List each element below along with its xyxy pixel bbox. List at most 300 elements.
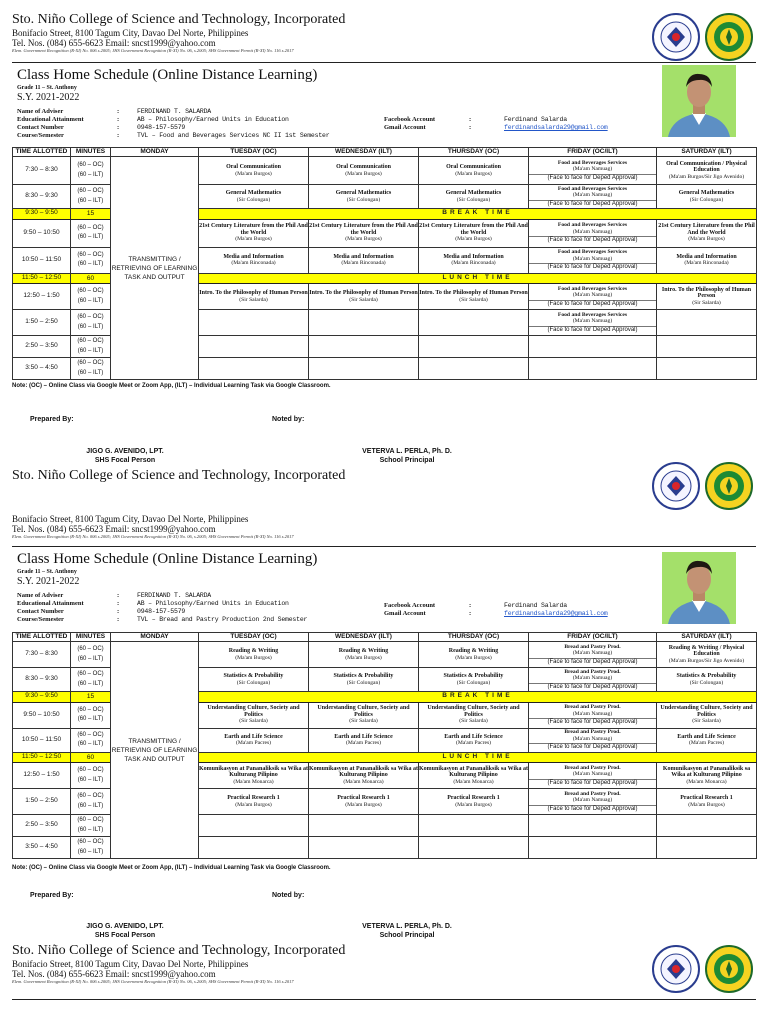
adviser-info-1: Name of Adviser : FERDINAND T. SALARDA Educational Attainment : AB – Philosophy/Earned Units in Education Contact Number : 0948-157-5579 Course/Semester : TVL – Food and Beverages Services NC II 1st Semester (17, 108, 377, 140)
time-slot-row (13, 157, 757, 185)
gmail-link[interactable]: ferdinandsalarda29@gmail.com (504, 610, 608, 617)
subject-name: Reading & Writing (228, 648, 279, 654)
teacher-name: (Ma'am Burgos) (345, 654, 382, 661)
minutes-cell: 60 (71, 273, 111, 284)
subject-name: Komunikasyon at Pananaliksik sa Wika at Kulturang Pilipino (662, 765, 751, 779)
class-cell-fri (529, 247, 657, 273)
class-cell-sat (657, 815, 757, 837)
time-cell: 2:50 – 3:50 (13, 815, 71, 837)
college-recognition: Elem. Government Recognition (R-XI) No. 006 s.2005; JHS Government Recognition (R-XI) No. 06, s.2005; SHS Government Permit (R-XI) No. 116 s.2017 (12, 979, 294, 984)
time-cell: 2:50 – 3:50 (13, 336, 71, 358)
minutes-cell: (60 – OC) (60 – ILT) (71, 702, 111, 728)
teacher-name: (Ma'am Burgos) (235, 170, 272, 177)
subject-name: 21st Century Literature from the Phil And the World (658, 223, 755, 236)
approval-note: (Face to face for Deped Approval) (529, 174, 656, 182)
class-cell-tue (199, 310, 309, 336)
teacher-name: (Sir Colongan) (689, 679, 724, 686)
note-text: Note: (OC) – Online Class via Google Meet or Zoom App, (ILT) – Individual Learning Task via Google Classroom. (12, 383, 331, 389)
class-cell-fri (529, 157, 657, 185)
teacher-name: (Ma'am Namuag) (572, 192, 613, 199)
class-cell-fri (529, 837, 657, 859)
schedule-block-2 (12, 551, 756, 587)
minutes-cell: (60 – OC) (60 – ILT) (71, 668, 111, 692)
class-cell-thu (419, 284, 529, 310)
subject-name: Komunikasyon at Pananaliksik sa Wika at Kulturang Pilipino (199, 765, 308, 779)
preparer-role: SHS Focal Person (94, 457, 156, 464)
teacher-name: (Ma'am Namuag) (572, 710, 613, 717)
subject-name: Oral Communication / Physical Education (666, 160, 747, 174)
time-cell: 8:30 – 9:30 (13, 185, 71, 209)
subject-name: Bread and Pastry Prod. (564, 643, 621, 650)
minutes-cell: (60 – OC) (60 – ILT) (71, 219, 111, 247)
minutes-cell: 15 (71, 209, 111, 220)
subject-name: Practical Research 1 (447, 795, 500, 801)
subject-name: General Mathematics (225, 190, 282, 196)
adviser-label: Name of Adviser (17, 592, 64, 599)
approval-note: (Face to face for Deped Approval) (529, 236, 656, 244)
contact-value: 0948-157-5579 (137, 608, 186, 615)
teacher-name: (Ma'am Namuag) (572, 166, 613, 173)
class-cell-wed (309, 789, 419, 815)
subject-name: Media and Information (223, 253, 284, 260)
column-header: FRIDAY (OC/ILT) (529, 148, 657, 157)
subject-name: Bread and Pastry Prod. (564, 668, 621, 675)
minutes-cell: (60 – OC) (60 – ILT) (71, 247, 111, 273)
class-cell-wed (309, 702, 419, 728)
facebook-label: Facebook Account (384, 602, 436, 609)
column-header: WEDNESDAY (ILT) (309, 633, 419, 642)
class-cell-tue (199, 284, 309, 310)
column-header: FRIDAY (OC/ILT) (529, 633, 657, 642)
class-cell-sat (657, 284, 757, 310)
class-cell-tue (199, 157, 309, 185)
minutes-cell: (60 – OC) (60 – ILT) (71, 185, 111, 209)
minutes-cell: (60 – OC) (60 – ILT) (71, 815, 111, 837)
school-year: S.Y. 2021-2022 (17, 92, 80, 103)
subject-name: 21st Century Literature from the Phil And the World (309, 223, 418, 236)
class-cell-thu (419, 837, 529, 859)
class-cell-fri (529, 336, 657, 358)
contact-label: Contact Number (17, 124, 64, 131)
class-cell-sat (657, 247, 757, 273)
subject-name: Reading & Writing (338, 648, 389, 654)
school-seal-icon (705, 945, 753, 993)
class-cell-thu (419, 728, 529, 752)
subject-name: Intro. To the Philosophy of Human Person (661, 286, 752, 300)
schedule-block-1 (12, 67, 756, 103)
class-cell-thu (419, 219, 529, 247)
college-address: Bonifacio Street, 8100 Tagum City, Davao Del Norte, Philippines (12, 959, 249, 969)
adviser-info-2: Name of Adviser : FERDINAND T. SALARDA Educational Attainment : AB – Philosophy/Earned Units in Education Contact Number : 0948-157-5579 Course/Semester : TVL – Bread and Pastry Production 2nd Semester (17, 592, 377, 624)
time-cell: 3:50 – 4:50 (13, 837, 71, 859)
teacher-name: (Sir Salarda) (239, 718, 268, 725)
social-info-2: Facebook Account : Ferdinand Salarda Gmail Account : ferdinandsalarda29@gmail.com (384, 602, 608, 617)
subject-name: Intro. To the Philosophy of Human Person (309, 290, 418, 296)
course-value: TVL – Bread and Pastry Production 2nd Semester (137, 616, 308, 623)
class-cell-tue (199, 815, 309, 837)
subject-name: Bread and Pastry Prod. (564, 764, 621, 771)
teacher-name: (Sir Salarda) (349, 718, 378, 725)
class-cell-fri (529, 728, 657, 752)
header-row (13, 633, 757, 642)
teacher-name: (Ma'am Rinconada) (451, 260, 496, 267)
class-cell-sat (657, 668, 757, 692)
deped-seal-icon (652, 945, 700, 993)
subject-name: Bread and Pastry Prod. (564, 790, 621, 797)
class-cell-tue (199, 763, 309, 789)
subject-name: Earth and Life Science (677, 733, 736, 740)
break-label: LUNCH TIME (199, 273, 757, 284)
teacher-name: (Sir Salarda) (459, 296, 488, 303)
class-cell-tue (199, 837, 309, 859)
minutes-cell: (60 – OC) (60 – ILT) (71, 789, 111, 815)
minutes-cell: (60 – OC) (60 – ILT) (71, 358, 111, 380)
preparer-signature (70, 922, 180, 940)
class-cell-thu (419, 247, 529, 273)
preparer-signature (70, 447, 180, 465)
social-info-1: Facebook Account : Ferdinand Salarda Gmail Account : ferdinandsalarda29@gmail.com (384, 116, 608, 131)
teacher-name: (Ma'am Burgos) (235, 236, 272, 243)
class-cell-thu (419, 702, 529, 728)
class-cell-wed (309, 837, 419, 859)
time-cell: 7:30 – 8:30 (13, 642, 71, 668)
subject-name: Intro. To the Philosophy of Human Person (419, 290, 528, 296)
approval-note: (Face to face for Deped Approval) (529, 200, 656, 208)
course-label: Course/Semester (17, 616, 64, 623)
teacher-name: (Sir Salarda) (459, 718, 488, 725)
class-cell-thu (419, 310, 529, 336)
monday-cell: TRANSMITTING / RETRIEVING OF LEARNING TASK AND OUTPUT (111, 157, 199, 380)
school-header-2 (12, 468, 756, 540)
class-cell-thu (419, 668, 529, 692)
teacher-name: (Sir Colongan) (236, 679, 271, 686)
adviser-photo (662, 552, 736, 624)
column-header: TUESDAY (OC) (199, 148, 309, 157)
minutes-cell: 60 (71, 752, 111, 763)
grade-section: Grade 11 – St. Anthony (17, 569, 77, 575)
adviser-name: FERDINAND T. SALARDA (137, 592, 212, 599)
attainment-value: AB – Philosophy/Earned Units in Education (137, 600, 289, 607)
teacher-name: (Ma'am Namuag) (572, 228, 613, 235)
teacher-name: (Ma'am Monarca) (686, 778, 727, 785)
college-tel: Tel. Nos. (084) 655-6623 Email: sncst1999@yahoo.com (12, 38, 216, 48)
note-text: Note: (OC) – Online Class via Google Meet or Zoom App, (ILT) – Individual Learning Task via Google Classroom. (12, 865, 331, 871)
class-cell-sat (657, 219, 757, 247)
minutes-cell: (60 – OC) (60 – ILT) (71, 763, 111, 789)
class-cell-sat (657, 336, 757, 358)
subject-name: Reading & Writing (448, 648, 499, 654)
preparer-role: SHS Focal Person (94, 932, 156, 939)
adviser-label: Name of Adviser (17, 108, 64, 115)
adviser-photo (662, 65, 736, 137)
teacher-name: (Ma'am Burgos) (455, 170, 492, 177)
time-cell: 7:30 – 8:30 (13, 157, 71, 185)
teacher-name: (Ma'am Burgos) (688, 236, 725, 243)
teacher-name: (Ma'am Burgos) (455, 236, 492, 243)
subject-name: Komunikasyon at Pananaliksik sa Wika at Kulturang Pilipino (419, 765, 528, 779)
teacher-name: (Sir Colongan) (346, 679, 381, 686)
subject-name: Earth and Life Science (224, 733, 283, 740)
minutes-cell: (60 – OC) (60 – ILT) (71, 336, 111, 358)
teacher-name: (Ma'am Burgos) (235, 654, 272, 661)
school-seal-icon (705, 13, 753, 61)
class-cell-tue (199, 728, 309, 752)
teacher-name: (Ma'am Pacres) (345, 740, 382, 747)
minutes-cell: (60 – OC) (60 – ILT) (71, 157, 111, 185)
college-tel: Tel. Nos. (084) 655-6623 Email: sncst1999@yahoo.com (12, 969, 216, 979)
class-cell-wed (309, 763, 419, 789)
subject-name: Bread and Pastry Prod. (564, 729, 621, 736)
subject-name: Komunikasyon at Pananaliksik sa Wika at Kulturang Pilipino (309, 765, 418, 779)
approval-note: (Face to face for Deped Approval) (529, 779, 656, 787)
teacher-name: (Sir Salarda) (239, 296, 268, 303)
course-value: TVL – Food and Beverages Services NC II 1st Semester (137, 132, 330, 139)
class-cell-fri (529, 310, 657, 336)
break-label: BREAK TIME (199, 692, 757, 703)
teacher-name: (Sir Salarda) (692, 718, 721, 725)
teacher-name: (Sir Colongan) (346, 196, 381, 203)
class-cell-tue (199, 668, 309, 692)
class-cell-sat (657, 763, 757, 789)
class-cell-sat (657, 728, 757, 752)
class-cell-fri (529, 358, 657, 380)
subject-name: Statistics & Probability (676, 673, 737, 679)
class-cell-fri (529, 702, 657, 728)
principal-role: School Principal (379, 457, 435, 464)
noted-label: Noted by: (272, 416, 305, 423)
time-cell: 1:50 – 2:50 (13, 310, 71, 336)
principal-role: School Principal (379, 932, 435, 939)
class-cell-sat (657, 157, 757, 185)
college-name: Sto. Niño College of Science and Technology, Incorporated (12, 468, 346, 483)
class-cell-thu (419, 157, 529, 185)
teacher-name: (Ma'am Monarca) (453, 778, 494, 785)
grade-section: Grade 11 – St. Anthony (17, 85, 77, 91)
class-cell-thu (419, 185, 529, 209)
teacher-name: (Ma'am Namuag) (572, 675, 613, 682)
teacher-name: (Sir Salarda) (349, 296, 378, 303)
class-cell-sat (657, 789, 757, 815)
class-cell-fri (529, 763, 657, 789)
class-cell-tue (199, 185, 309, 209)
subject-name: Oral Communication (226, 164, 281, 170)
class-cell-tue (199, 247, 309, 273)
principal-name: VETERVA L. PERLA, Ph. D. (362, 923, 452, 930)
minutes-cell: (60 – OC) (60 – ILT) (71, 728, 111, 752)
time-cell: 1:50 – 2:50 (13, 789, 71, 815)
schedule-title: Class Home Schedule (Online Distance Learning) (17, 67, 318, 83)
class-cell-thu (419, 763, 529, 789)
subject-name: Food and Beverages Services (557, 285, 628, 292)
principal-signature (342, 447, 472, 465)
approval-note: (Face to face for Deped Approval) (529, 326, 656, 334)
class-cell-fri (529, 185, 657, 209)
prepared-label: Prepared By: (30, 892, 74, 899)
class-cell-sat (657, 837, 757, 859)
subject-name: Reading & Writing / Physical Education (668, 644, 745, 658)
column-header: THURSDAY (OC) (419, 633, 529, 642)
contact-value: 0948-157-5579 (137, 124, 186, 131)
subject-name: Intro. To the Philosophy of Human Person (199, 290, 308, 296)
class-cell-fri (529, 642, 657, 668)
minutes-cell: (60 – OC) (60 – ILT) (71, 284, 111, 310)
minutes-cell: (60 – OC) (60 – ILT) (71, 642, 111, 668)
class-cell-tue (199, 789, 309, 815)
preparer-name: JIGO G. AVENIDO, LPT. (86, 448, 164, 455)
time-cell: 11:50 – 12:50 (13, 752, 71, 763)
time-cell: 8:30 – 9:30 (13, 668, 71, 692)
subject-name: Food and Beverages Services (557, 159, 628, 166)
subject-name: Media and Information (676, 253, 737, 260)
principal-name: VETERVA L. PERLA, Ph. D. (362, 448, 452, 455)
column-header: MONDAY (111, 633, 199, 642)
class-cell-wed (309, 247, 419, 273)
subject-name: Practical Research 1 (227, 795, 280, 801)
header-row (13, 148, 757, 157)
class-cell-thu (419, 642, 529, 668)
column-header: TUESDAY (OC) (199, 633, 309, 642)
column-header: WEDNESDAY (ILT) (309, 148, 419, 157)
schedule-table-2 (12, 632, 757, 859)
class-cell-tue (199, 219, 309, 247)
subject-name: General Mathematics (445, 190, 502, 196)
time-cell: 9:50 – 10:50 (13, 702, 71, 728)
teacher-name: (Ma'am Namuag) (572, 797, 613, 804)
approval-note: (Face to face for Deped Approval) (529, 805, 656, 813)
teacher-name: (Ma'am Monarca) (343, 778, 384, 785)
subject-name: Understanding Culture, Society and Politics (207, 705, 300, 718)
teacher-name: (Sir Colongan) (456, 196, 491, 203)
teacher-name: (Sir Colongan) (456, 679, 491, 686)
teacher-name: (Ma'am Burgos) (455, 654, 492, 661)
college-name: Sto. Niño College of Science and Technology, Incorporated (12, 12, 346, 27)
subject-name: 21st Century Literature from the Phil And the World (199, 223, 308, 236)
schedule-table-1 (12, 147, 757, 380)
schedule-title: Class Home Schedule (Online Distance Learning) (17, 551, 318, 567)
teacher-name: (Ma'am Namuag) (572, 255, 613, 262)
subject-name: Practical Research 1 (680, 795, 733, 801)
gmail-link[interactable]: ferdinandsalarda29@gmail.com (504, 124, 608, 131)
column-header: SATURDAY (ILT) (657, 148, 757, 157)
contact-label: Contact Number (17, 608, 64, 615)
college-tel: Tel. Nos. (084) 655-6623 Email: sncst1999@yahoo.com (12, 524, 216, 534)
class-cell-wed (309, 310, 419, 336)
monday-cell: TRANSMITTING / RETRIEVING OF LEARNING TASK AND OUTPUT (111, 642, 199, 859)
gmail-label: Gmail Account (384, 610, 426, 617)
header-rule (12, 999, 756, 1000)
subject-name: Food and Beverages Services (557, 185, 628, 192)
subject-name: Food and Beverages Services (557, 249, 628, 256)
subject-name: Practical Research 1 (337, 795, 390, 801)
teacher-name: (Ma'am Pacres) (235, 740, 272, 747)
teacher-name: (Sir Salarda) (692, 299, 721, 306)
class-cell-fri (529, 668, 657, 692)
teacher-name: (Sir Colongan) (236, 196, 271, 203)
approval-note: (Face to face for Deped Approval) (529, 718, 656, 726)
class-cell-thu (419, 815, 529, 837)
teacher-name: (Ma'am Burgos) (455, 801, 492, 808)
adviser-name: FERDINAND T. SALARDA (137, 108, 212, 115)
teacher-name: (Ma'am Pacres) (455, 740, 492, 747)
class-cell-wed (309, 642, 419, 668)
subject-name: Media and Information (443, 253, 504, 260)
subject-name: General Mathematics (678, 190, 735, 196)
class-cell-fri (529, 284, 657, 310)
time-cell: 10:50 – 11:50 (13, 247, 71, 273)
approval-note: (Face to face for Deped Approval) (529, 300, 656, 308)
column-header: SATURDAY (ILT) (657, 633, 757, 642)
subject-name: Food and Beverages Services (557, 311, 628, 318)
subject-name: 21st Century Literature from the Phil And the World (419, 223, 528, 236)
minutes-cell: 15 (71, 692, 111, 703)
deped-seal-icon (652, 462, 700, 510)
gmail-label: Gmail Account (384, 124, 426, 131)
column-header: MONDAY (111, 148, 199, 157)
class-cell-sat (657, 310, 757, 336)
time-slot-row (13, 642, 757, 668)
time-cell: 12:50 – 1:50 (13, 763, 71, 789)
attainment-value: AB – Philosophy/Earned Units in Education (137, 116, 289, 123)
preparer-name: JIGO G. AVENIDO, LPT. (86, 923, 164, 930)
class-cell-wed (309, 219, 419, 247)
time-cell: 9:30 – 9:50 (13, 692, 71, 703)
class-cell-wed (309, 157, 419, 185)
subject-name: Understanding Culture, Society and Politics (660, 705, 753, 718)
college-recognition: Elem. Government Recognition (R-XI) No. 006 s.2005; JHS Government Recognition (R-XI) No. 06, s.2005; SHS Government Permit (R-XI) No. 116 s.2017 (12, 48, 294, 53)
teacher-name: (Sir Colongan) (689, 196, 724, 203)
teacher-name: (Ma'am Burgos) (345, 236, 382, 243)
subject-name: Earth and Life Science (334, 733, 393, 740)
teacher-name: (Ma'am Rinconada) (231, 260, 276, 267)
subject-name: Oral Communication (336, 164, 391, 170)
noted-label: Noted by: (272, 892, 305, 899)
class-cell-sat (657, 358, 757, 380)
class-cell-fri (529, 815, 657, 837)
time-cell: 9:50 – 10:50 (13, 219, 71, 247)
subject-name: Statistics & Probability (223, 673, 284, 679)
class-cell-wed (309, 358, 419, 380)
subject-name: Statistics & Probability (443, 673, 504, 679)
principal-signature (342, 922, 472, 940)
teacher-name: (Ma'am Namuag) (572, 292, 613, 299)
class-cell-tue (199, 642, 309, 668)
class-cell-wed (309, 815, 419, 837)
column-header: MINUTES (71, 148, 111, 157)
school-year: S.Y. 2021-2022 (17, 576, 80, 587)
subject-name: Understanding Culture, Society and Politics (317, 705, 410, 718)
class-cell-wed (309, 668, 419, 692)
school-seal-icon (705, 462, 753, 510)
class-cell-thu (419, 789, 529, 815)
class-cell-fri (529, 219, 657, 247)
teacher-name: (Ma'am Burgos/Sir Jigo Avenido) (668, 657, 745, 664)
approval-note: (Face to face for Deped Approval) (529, 263, 656, 271)
approval-note: (Face to face for Deped Approval) (529, 743, 656, 751)
time-cell: 3:50 – 4:50 (13, 358, 71, 380)
school-header-1 (12, 12, 756, 54)
teacher-name: (Ma'am Burgos) (688, 801, 725, 808)
subject-name: Earth and Life Science (444, 733, 503, 740)
subject-name: Statistics & Probability (333, 673, 394, 679)
teacher-name: (Ma'am Burgos/Sir Jigo Avenido) (668, 173, 745, 180)
subject-name: Oral Communication (446, 164, 501, 170)
time-cell: 9:30 – 9:50 (13, 209, 71, 220)
class-cell-wed (309, 284, 419, 310)
time-cell: 12:50 – 1:50 (13, 284, 71, 310)
minutes-cell: (60 – OC) (60 – ILT) (71, 310, 111, 336)
time-cell: 10:50 – 11:50 (13, 728, 71, 752)
time-cell: 11:50 – 12:50 (13, 273, 71, 284)
